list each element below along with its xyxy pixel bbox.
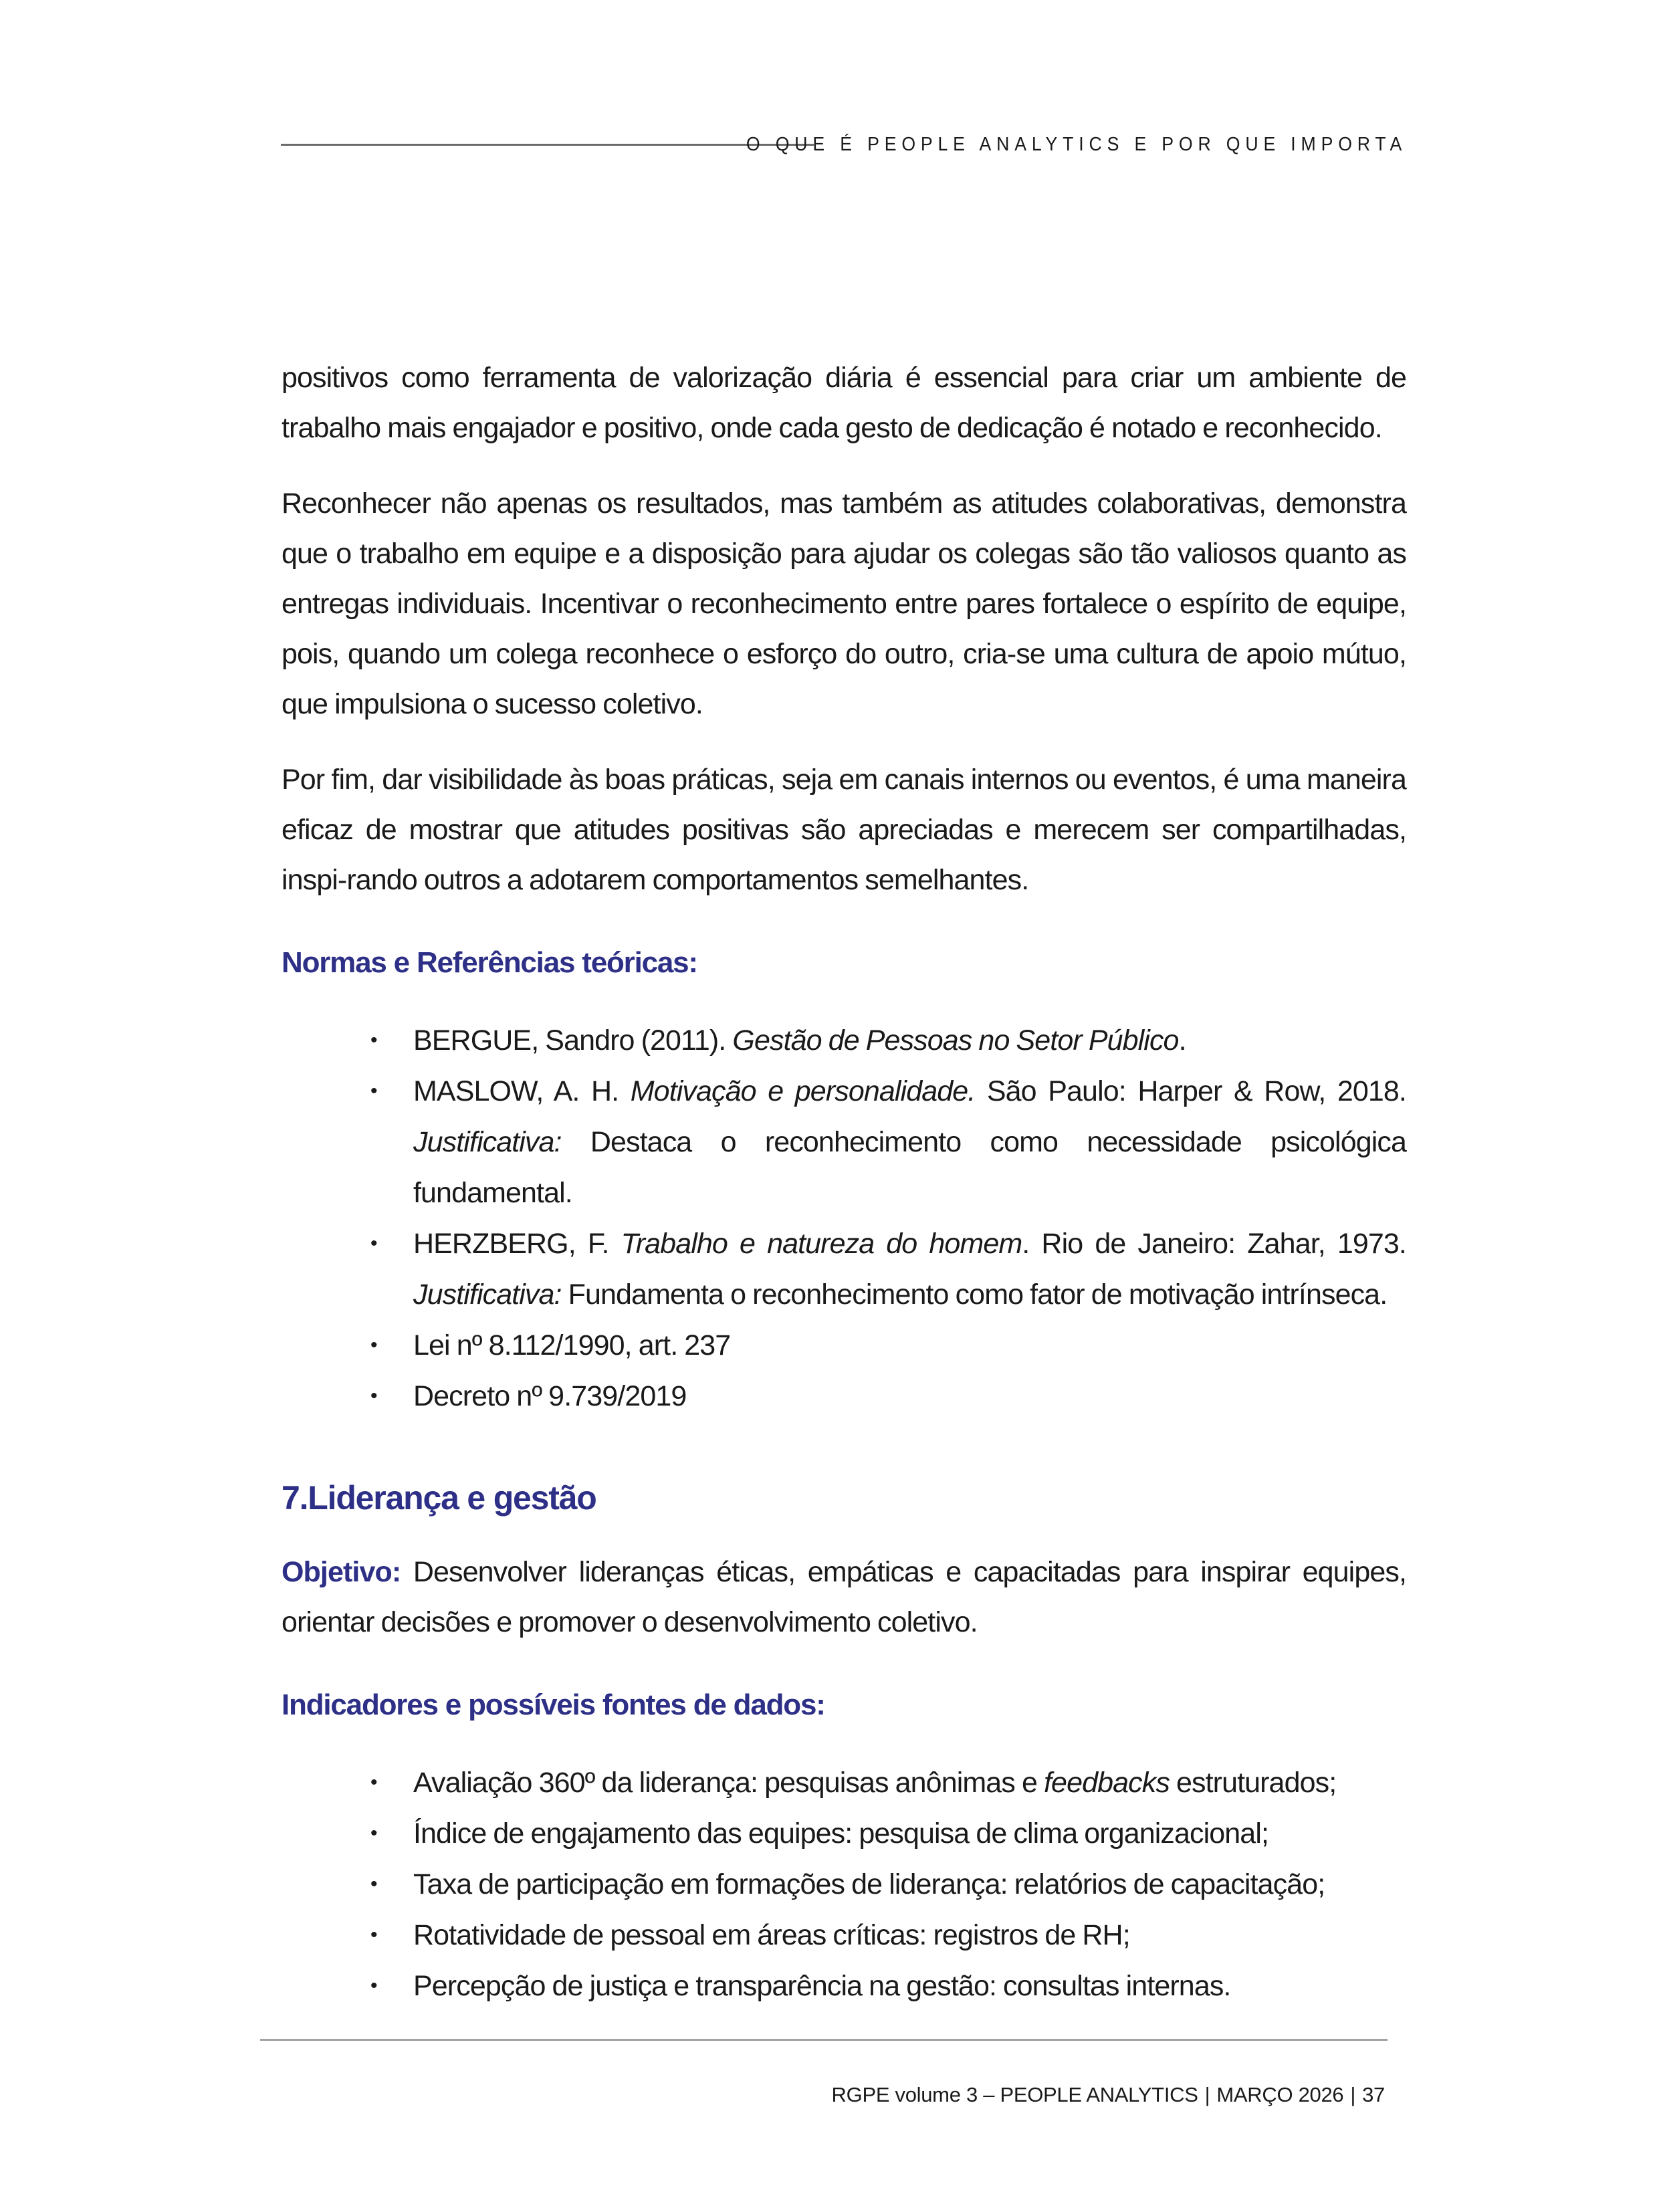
indicator-item (370, 1910, 1406, 1961)
reference-author: HERZBERG, F. (413, 1228, 621, 1260)
reference-title: Motivação e personalidade. (630, 1075, 976, 1107)
reference-text: Decreto nº 9.739/2019 (413, 1380, 687, 1412)
reference-justification (413, 1269, 1406, 1320)
reference-rest: . (1178, 1024, 1186, 1057)
reference-text: Lei nº 8.112/1990, art. 237 (413, 1329, 731, 1361)
indicator-text: Avaliação 360º da liderança: pesquisas anônimas e (413, 1767, 1044, 1799)
reference-item (370, 1218, 1406, 1320)
bullet-icon: • (370, 1822, 377, 1844)
reference-citation (413, 1218, 1406, 1269)
bullet-icon: • (370, 1334, 377, 1356)
reference-item (370, 1066, 1406, 1218)
indicator-text: Rotatividade de pessoal em áreas críticas: registros de RH; (413, 1919, 1130, 1951)
body-paragraph-1: positivos como ferramenta de valorização diária é essencial para criar um ambiente de trabalho mais engajador e positivo, onde cada gesto de dedicação é notado e reconhecido. (282, 362, 1406, 444)
indicator-italic: feedbacks (1044, 1767, 1170, 1799)
reference-justification (413, 1117, 1406, 1218)
page-footer (832, 2082, 1385, 2108)
indicator-item (370, 1757, 1406, 1808)
bullet-icon: • (370, 1385, 377, 1407)
indicators-heading: Indicadores e possíveis fontes de dados: (282, 1688, 825, 1721)
reference-item (370, 1015, 1406, 1066)
justification-label: Justificativa: (413, 1279, 562, 1311)
section-title: 7.Liderança e gestão (282, 1479, 596, 1517)
footer-rule (260, 2039, 1388, 2041)
bullet-icon: • (370, 1975, 377, 1997)
bullet-icon: • (370, 1873, 377, 1895)
objective-paragraph (282, 1547, 1406, 1648)
justification-text: Destaca o reconhecimento como necessidade psicológica fundamental. (413, 1126, 1406, 1209)
footer-separator: | (1204, 2083, 1210, 2106)
reference-citation (413, 1015, 1406, 1066)
body-paragraph-3: Por fim, dar visibilidade às boas práticas, seja em canais internos ou eventos, é uma maneira eficaz de mostrar que atitudes positivas são apreciadas e merecem ser compartilhadas, inspi-rando outros a adotarem comportamentos semelhantes. (282, 764, 1406, 896)
reference-author: MASLOW, A. H. (413, 1075, 631, 1107)
justification-label: Justificativa: (413, 1126, 562, 1158)
indicator-text: Percepção de justiça e transparência na gestão: consultas internas. (413, 1970, 1231, 2002)
reference-author: BERGUE, Sandro (2011). (413, 1024, 733, 1057)
page-number: 37 (1362, 2083, 1385, 2106)
footer-date: MARÇO 2026 (1216, 2083, 1344, 2106)
running-header-title: O QUE É PEOPLE ANALYTICS E POR QUE IMPORTA (746, 134, 1407, 155)
reference-citation (413, 1066, 1406, 1117)
justification-text: Fundamenta o reconhecimento como fator de motivação intrínseca. (561, 1279, 1388, 1311)
indicator-item (370, 1961, 1406, 2011)
indicator-item (370, 1808, 1406, 1859)
main-content (282, 353, 1406, 2011)
footer-separator: | (1350, 2083, 1356, 2106)
indicator-text: Índice de engajamento das equipes: pesquisa de clima organizacional; (413, 1817, 1269, 1850)
indicator-text: Taxa de participação em formações de liderança: relatórios de capacitação; (413, 1868, 1325, 1900)
reference-title: Gestão de Pessoas no Setor Público (732, 1024, 1179, 1057)
bullet-icon: • (370, 1080, 377, 1102)
reference-rest: São Paulo: Harper & Row, 2018. (975, 1075, 1406, 1107)
references-heading: Normas e Referências teóricas: (282, 946, 697, 979)
objective-label: Objetivo: (282, 1556, 401, 1588)
indicator-text-after: estruturados; (1169, 1767, 1337, 1799)
running-header (281, 131, 1407, 158)
body-paragraph-2: Reconhecer não apenas os resultados, mas também as atitudes colaborativas, demonstra que o trabalho em equipe e a disposição para ajudar os colegas são tão valiosos quanto as entregas individuais. Incentivar o reconhecimento entre pares fortalece o espírito de equipe, pois, quando um colega reconhece o esforço do outro, cria-se uma cultura de apoio mútuo, que impulsiona o sucesso coletivo. (282, 487, 1406, 720)
footer-publication: RGPE volume 3 – PEOPLE ANALYTICS (831, 2083, 1198, 2106)
references-list (282, 1015, 1406, 1422)
header-rule (281, 144, 814, 146)
objective-text: Desenvolver lideranças éticas, empáticas e capacitadas para inspirar equipes, orientar decisões e promover o desenvolvimento coletivo. (282, 1556, 1406, 1638)
indicator-item (370, 1859, 1406, 1910)
indicators-list (282, 1757, 1406, 2011)
reference-title: Trabalho e natureza do homem (621, 1228, 1022, 1260)
reference-rest: . Rio de Janeiro: Zahar, 1973. (1022, 1228, 1406, 1260)
reference-item (370, 1371, 1406, 1422)
bullet-icon: • (370, 1029, 377, 1051)
bullet-icon: • (370, 1232, 377, 1254)
bullet-icon: • (370, 1924, 377, 1946)
reference-item (370, 1320, 1406, 1371)
bullet-icon: • (370, 1771, 377, 1793)
